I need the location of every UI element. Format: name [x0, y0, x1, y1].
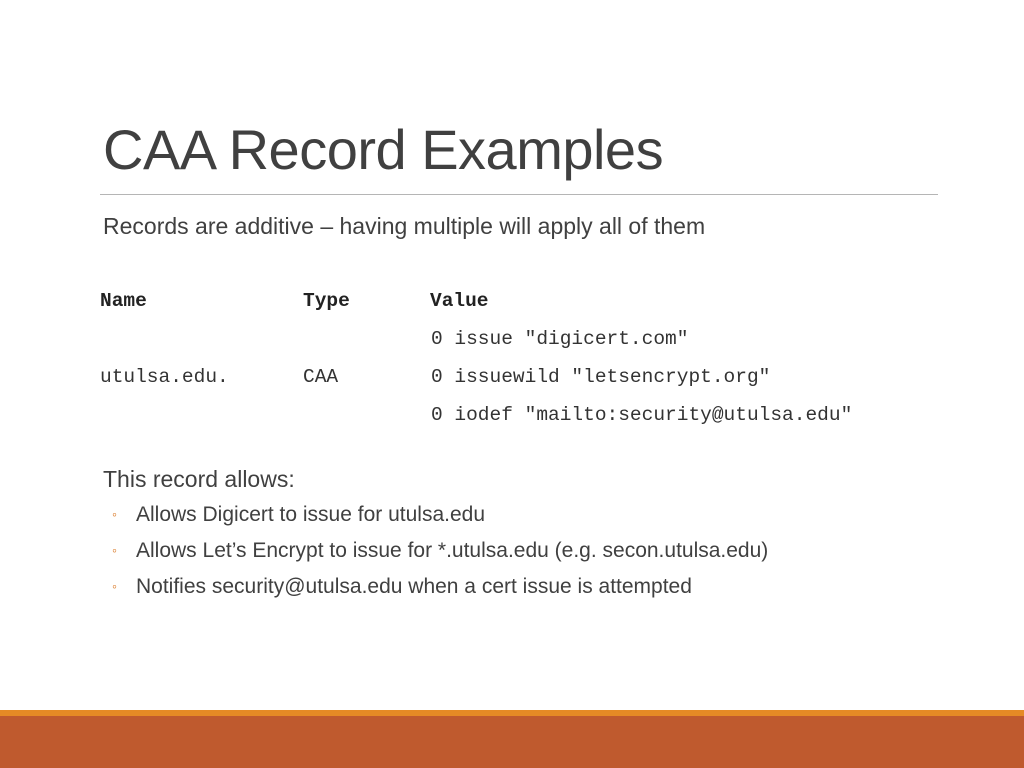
list-item [112, 570, 768, 606]
row-value: 0 issue "digicert.com" [431, 328, 689, 350]
list-item [112, 498, 768, 534]
bullet-text: Allows Digicert to issue for utulsa.edu [136, 503, 485, 526]
bullet-text: Allows Let’s Encrypt to issue for *.utulsa.edu (e.g. secon.utulsa.edu) [136, 539, 769, 562]
hollow-bullet-icon: ◦ [112, 506, 117, 522]
row-value: 0 issuewild "letsencrypt.org" [431, 366, 771, 388]
list-item [112, 534, 768, 570]
hollow-bullet-icon: ◦ [112, 542, 117, 558]
header-type: Type [303, 290, 350, 312]
header-value: Value [430, 290, 489, 312]
slide-title: CAA Record Examples [103, 118, 664, 181]
row-value: 0 iodef "mailto:security@utulsa.edu" [431, 404, 853, 426]
bullet-list [112, 498, 768, 606]
title-divider [100, 194, 938, 195]
row-type: CAA [303, 366, 339, 388]
header-name: Name [100, 290, 147, 312]
footer-bar [0, 716, 1024, 768]
bullet-text: Notifies security@utulsa.edu when a cert issue is attempted [136, 575, 692, 598]
slide-subtitle: Records are additive – having multiple will apply all of them [103, 213, 706, 239]
row-name: utulsa.edu. [100, 366, 229, 388]
hollow-bullet-icon: ◦ [112, 578, 117, 594]
allows-heading: This record allows: [103, 466, 295, 492]
